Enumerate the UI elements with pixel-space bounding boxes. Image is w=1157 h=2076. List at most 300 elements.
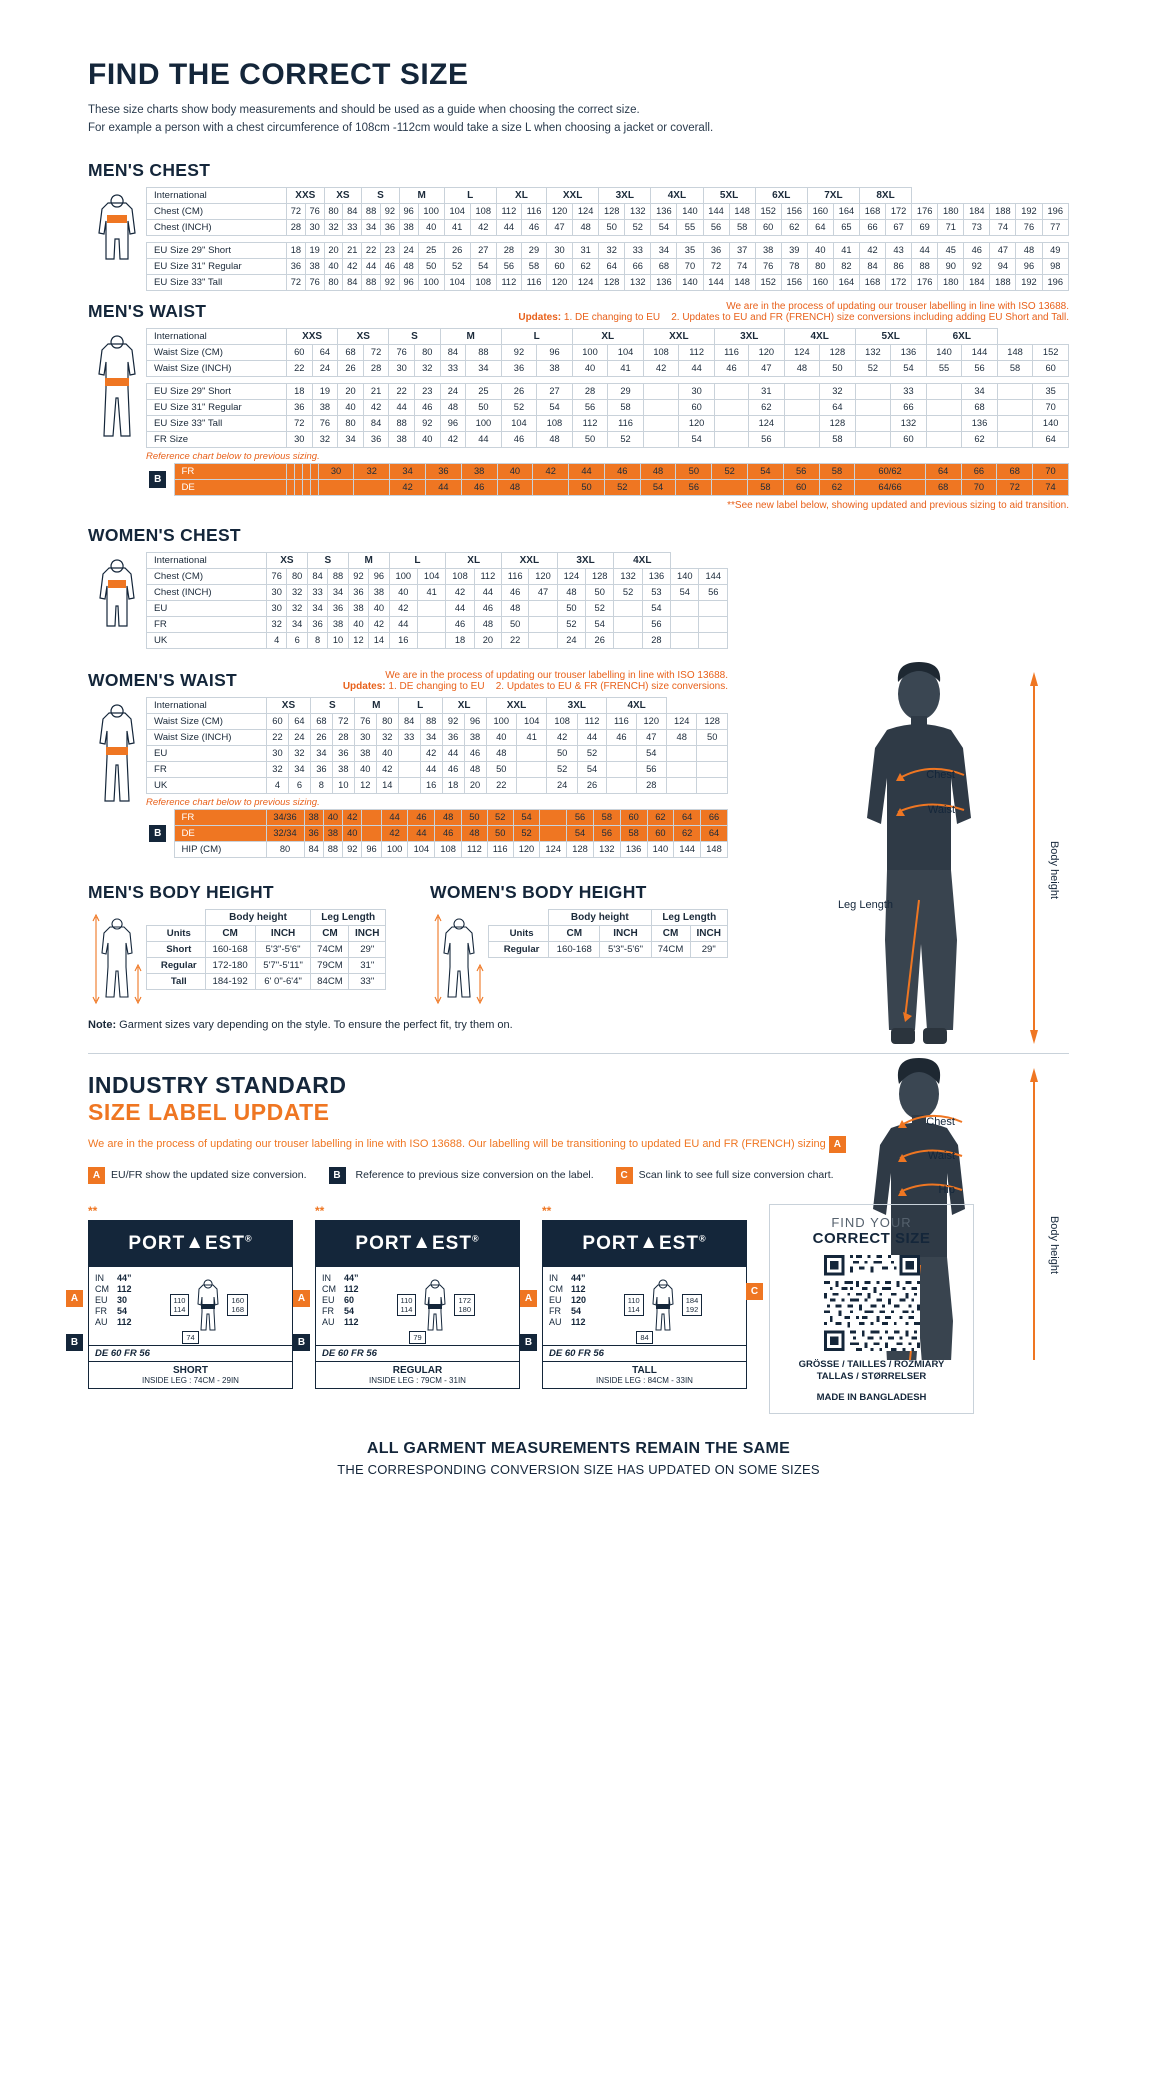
table-row [147,941,386,957]
table-cell: 128 [697,713,728,729]
table-cell: 21 [363,383,389,399]
table-cell: 58 [608,399,644,415]
table-cell: 140 [671,568,699,584]
table-cell: 24 [399,242,418,258]
table-cell: 66 [701,809,728,825]
table-cell: 28 [363,360,389,376]
previous-size-row [146,825,728,841]
table-cell: 42 [343,809,362,825]
table-cell [997,431,1033,447]
table-cell: 41 [444,219,470,235]
table-row [147,973,386,989]
table-cell: 22 [486,777,516,793]
womens-body-height-heading: WOMEN'S BODY HEIGHT [430,881,647,902]
table-cell: 50 [547,745,577,761]
table-cell: 30 [287,431,313,447]
row-label: FR [174,463,286,479]
mens-waist-previous-table [146,463,1069,496]
qr-subtitle [778,1359,965,1385]
table-cell: 67 [886,219,912,235]
table-cell: 56 [642,616,670,632]
table-cell: 41 [833,242,859,258]
label-leg-value: 84 [636,1331,652,1344]
previous-size-row [146,463,1069,479]
table-row [147,600,728,616]
table-cell: 48 [435,809,462,825]
table-cell: 124 [784,344,820,360]
table-cell: 50 [676,463,712,479]
womens-waist-table [146,697,728,794]
table-cell: 84CM [311,973,349,989]
table-cell: 41 [417,584,445,600]
table-cell: 68 [651,258,677,274]
table-cell: 42 [363,399,389,415]
table-cell: 68 [962,399,998,415]
mens-waist-ref-note: Reference chart below to previous sizing. [146,450,320,462]
column-header-international: International [147,187,287,203]
label-previous-size: DE 60 FR 56 [89,1345,292,1361]
table-row [147,258,1069,274]
man-torso-icon [88,187,146,291]
table-cell: 32 [287,584,307,600]
table-cell: 66 [859,219,885,235]
table-cell: 38 [304,809,323,825]
table-cell: 74 [729,258,755,274]
table-cell [926,415,962,431]
size-column-header: L [501,328,572,344]
table-cell: 26 [310,729,332,745]
table-cell: 104 [516,713,546,729]
table-cell: 72 [287,415,313,431]
label-fit-block [89,1361,292,1388]
table-cell [671,632,699,648]
previous-size-row [146,479,1069,495]
table-cell: 31" [349,957,386,973]
womens-waist-update-2: 2. Updates to EU & FR (FRENCH) size conversions. [495,680,728,692]
table-cell: 68 [310,713,332,729]
industry-title-1: INDUSTRY STANDARD [88,1071,347,1098]
table-cell: 40 [486,729,516,745]
table-cell: 36 [703,242,729,258]
table-cell: 5'3"-5'6" [600,941,651,957]
table-cell: 132 [625,203,651,219]
table-cell: 92 [501,344,537,360]
label-code-value: 60 [344,1294,355,1305]
table-cell: 22 [362,242,381,258]
size-column-header: 3XL [557,552,614,568]
table-cell: 74CM [651,941,690,957]
table-cell: 88 [912,258,938,274]
row-label: EU Size 29" Short [147,383,287,399]
label-code-value: 112 [117,1283,132,1294]
label-code-key: EU [95,1294,108,1305]
table-cell: 84 [363,415,389,431]
table-cell: 29 [608,383,644,399]
table-cell: 44 [389,399,415,415]
size-column-header: 5XL [703,187,755,203]
table-cell: 132 [891,415,927,431]
table-cell: 34 [328,584,348,600]
table-cell [643,415,679,431]
label-code-key: AU [95,1316,108,1327]
label-code-row [549,1295,586,1306]
table-cell: 52 [444,258,470,274]
label-code-key: CM [549,1283,563,1294]
table-row [147,632,728,648]
table-cell: 34 [651,242,677,258]
table-cell [667,777,697,793]
table-cell [614,600,642,616]
table-cell: 10 [328,632,348,648]
row-label: FR [147,761,267,777]
badge-a-label: A [520,1290,537,1307]
table-cell: 64 [288,713,310,729]
table-cell: 36 [332,745,354,761]
label-code-key: IN [549,1272,558,1283]
qr-card [750,1204,974,1415]
table-cell: 36 [501,360,537,376]
table-cell: 43 [886,242,912,258]
table-cell: 34 [288,761,310,777]
table-cell: 42 [343,258,362,274]
table-cell: 48 [784,360,820,376]
womens-waist-updates-label: Updates: [342,680,386,692]
size-column-header: M [399,187,444,203]
table-cell: 24 [440,383,466,399]
table-cell: 50 [418,258,444,274]
size-column-header: XL [496,187,546,203]
man-legs-icon [88,328,146,454]
table-cell: 40 [807,242,833,258]
table-units-row [147,925,386,941]
unit-header: CM [549,925,600,941]
table-cell: 8 [310,777,332,793]
table-cell: 176 [912,274,938,290]
row-label: DE [174,479,286,495]
table-cell: 32 [414,360,440,376]
table-cell [302,479,310,495]
table-cell: 84 [343,274,362,290]
table-cell: 30 [267,600,287,616]
size-column-header: XL [442,697,486,713]
table-cell: 168 [859,274,885,290]
table-cell: 60 [547,258,573,274]
table-cell: 116 [487,841,513,857]
table-cell: 32 [376,729,398,745]
unit-header: INCH [600,925,651,941]
size-label-card [297,1203,520,1389]
table-cell: 54 [577,761,606,777]
table-cell: 116 [714,344,748,360]
table-cell: 54 [513,809,540,825]
size-column-header: XXL [547,187,599,203]
row-label: EU [147,745,267,761]
size-column-header: XXS [287,187,325,203]
table-cell: 140 [677,203,703,219]
table-cell: 28 [642,632,670,648]
table-cell: 34 [390,463,426,479]
table-cell: 40 [354,761,376,777]
table-header-row [147,187,1069,203]
table-cell: 42 [390,479,426,495]
row-label: FR [147,616,267,632]
intro-line-1: These size charts show body measurements and should be used as a guide when choosing the correct size. [88,104,640,116]
table-cell: 44 [496,219,521,235]
table-cell [310,479,318,495]
table-cell: 100 [381,841,408,857]
table-cell: 100 [418,203,444,219]
table-cell: 46 [435,825,462,841]
table-cell: 23 [414,383,440,399]
label-leg-value: 79 [409,1331,425,1344]
mens-waist-table [146,328,1069,448]
table-cell: 100 [466,415,502,431]
table-cell: 104 [444,203,470,219]
table-cell: 128 [599,203,625,219]
table-cell [712,479,748,495]
table-cell: 34 [310,745,332,761]
table-cell: 33 [343,219,362,235]
table-cell: 44 [474,584,501,600]
table-cell: 52 [513,825,540,841]
table-cell: 46 [521,219,546,235]
label-code-row [322,1306,359,1317]
table-cell: 40 [343,825,362,841]
table-cell: 120 [547,274,573,290]
table-cell: 152 [755,274,781,290]
table-cell: 52 [586,600,614,616]
table-cell: 42 [446,584,474,600]
table-cell: 36 [304,825,323,841]
table-cell: 42 [376,761,398,777]
table-cell: 26 [444,242,470,258]
table-cell [286,463,294,479]
table-cell: 100 [486,713,516,729]
table-cell: 62 [573,258,599,274]
table-cell: 54 [891,360,927,376]
size-column-header: M [348,552,389,568]
row-label: Waist Size (CM) [147,344,287,360]
table-cell: 66 [891,399,927,415]
label-inside-leg: INSIDE LEG : 79CM - 31IN [369,1375,466,1385]
woman-torso-icon [88,552,146,660]
table-cell: 132 [614,568,642,584]
table-cell: 60 [647,825,674,841]
table-cell: 46 [501,431,537,447]
table-cell: 58 [748,479,784,495]
table-cell: 32 [599,242,625,258]
table-cell: 38 [354,745,376,761]
table-cell: 156 [781,274,807,290]
table-cell [997,415,1033,431]
table-cell: 8 [307,632,327,648]
table-cell [529,600,557,616]
label-code-key: FR [95,1305,107,1316]
table-cell: 64 [312,344,338,360]
table-cell [607,761,636,777]
table-cell: 38 [369,584,389,600]
table-cell: 144 [699,568,728,584]
column-header-international: International [147,328,287,344]
table-cell: 52 [855,360,891,376]
table-cell [516,777,546,793]
table-cell [714,415,748,431]
row-label: Short [147,941,206,957]
table-cell: 116 [521,203,546,219]
table-cell: 52 [557,616,585,632]
table-cell: 140 [677,274,703,290]
column-header-international: International [147,697,267,713]
table-cell: 164 [833,203,859,219]
table-cell: 58 [997,360,1033,376]
table-cell [714,383,748,399]
table-cell: 62 [674,825,701,841]
label-waist-range: 110 114 [397,1294,417,1316]
table-cell [667,761,697,777]
table-cell [671,616,699,632]
label-inside-leg: INSIDE LEG : 74CM - 29IN [142,1375,239,1385]
table-cell: 44 [577,729,606,745]
table-cell: 192 [1016,274,1042,290]
table-cell: 136 [642,568,670,584]
table-cell: 92 [964,258,990,274]
table-cell: 40 [418,219,444,235]
table-cell: 36 [328,600,348,616]
table-cell: 144 [703,274,729,290]
table-cell: 108 [547,713,577,729]
table-cell: 28 [287,219,306,235]
row-label: Chest (CM) [147,203,287,219]
table-cell: 72 [363,344,389,360]
qr-code-icon[interactable] [824,1255,920,1351]
table-cell: 55 [677,219,703,235]
table-cell: 48 [502,600,529,616]
table-cell: 42 [369,616,389,632]
table-cell: 60 [783,479,819,495]
table-cell: 52 [614,584,642,600]
table-cell: 50 [557,600,585,616]
label-fit-block [543,1361,746,1388]
table-cell: 25 [418,242,444,258]
table-cell: 54 [470,258,496,274]
table-cell: 25 [466,383,502,399]
table-cell: 72 [332,713,354,729]
badge-a-inline: A [829,1136,846,1153]
mens-chest-block [88,187,1069,291]
table-cell: 54 [679,431,715,447]
table-cell [855,383,891,399]
table-row [147,761,728,777]
table-cell: 52 [625,219,651,235]
table-cell: 62 [781,219,807,235]
table-cell [643,399,679,415]
table-cell: 56 [636,761,666,777]
table-header-row [147,552,728,568]
table-cell: 84 [343,203,362,219]
table-cell: 56 [593,825,620,841]
table-cell: 168 [859,203,885,219]
table-cell: 48 [667,729,697,745]
table-cell: 46 [380,258,399,274]
table-cell: 52 [608,431,644,447]
table-cell: 42 [643,360,679,376]
group-header: Leg Length [311,909,386,925]
table-units-row [489,925,728,941]
womens-waist-figure [88,697,146,817]
table-cell: 60 [620,809,647,825]
table-cell: 58 [820,431,856,447]
table-cell: 56 [496,258,521,274]
table-cell: 30 [547,242,573,258]
table-cell: 74 [990,219,1016,235]
table-cell: 136 [651,274,677,290]
table-cell: 76 [305,274,324,290]
table-cell: 136 [891,344,927,360]
table-cell: 172-180 [205,957,255,973]
table-cell: 34 [287,616,307,632]
table-cell: 184 [964,203,990,219]
table-cell: 132 [625,274,651,290]
table-cell: 4 [267,777,289,793]
table-cell: 50 [599,219,625,235]
table-cell: 47 [636,729,666,745]
table-cell: 98 [1042,258,1068,274]
table-cell: 88 [323,841,342,857]
intro-line-2: For example a person with a chest circumference of 108cm -112cm would take a size L when choosing a jacket or coverall. [88,121,714,134]
table-cell: 96 [399,274,418,290]
table-cell: 42 [420,745,442,761]
table-cell [697,745,728,761]
table-cell: 86 [886,258,912,274]
table-cell: 34 [307,600,327,616]
table-cell: 23 [380,242,399,258]
label-code-key: EU [322,1294,335,1305]
table-cell: 60 [267,713,289,729]
table-cell: 22 [502,632,529,648]
table-cell: 33 [398,729,420,745]
table-cell: 44 [466,431,502,447]
table-cell: 34 [962,383,998,399]
table-cell: 46 [408,809,435,825]
table-row [147,203,1069,219]
table-cell: 32 [287,600,307,616]
table-cell: 42 [859,242,885,258]
size-column-header: XS [267,552,308,568]
table-cell: 36 [310,761,332,777]
table-cell: 36 [442,729,464,745]
table-cell: 47 [547,219,573,235]
table-cell: 40 [323,809,342,825]
table-row [147,729,728,745]
label-code-value: 44” [117,1272,132,1283]
svg-text:Chest: Chest [926,769,955,781]
footer-line-1: ALL GARMENT MEASUREMENTS REMAIN THE SAME [366,1440,791,1458]
table-cell: 54 [748,463,784,479]
table-cell: 30 [305,219,324,235]
table-cell [699,600,728,616]
row-label: EU Size 31" Regular [147,399,287,415]
size-column-header: 3XL [714,328,784,344]
spacer-cell [489,909,549,925]
table-cell: 52 [501,399,537,415]
svg-text:Chest: Chest [926,1116,955,1128]
table-cell: 116 [607,713,636,729]
table-cell: 32/34 [266,825,304,841]
table-row [147,745,728,761]
table-cell: 46 [964,242,990,258]
table-cell: 6 [287,632,307,648]
brand-name: PORT▲EST® [128,1231,253,1254]
